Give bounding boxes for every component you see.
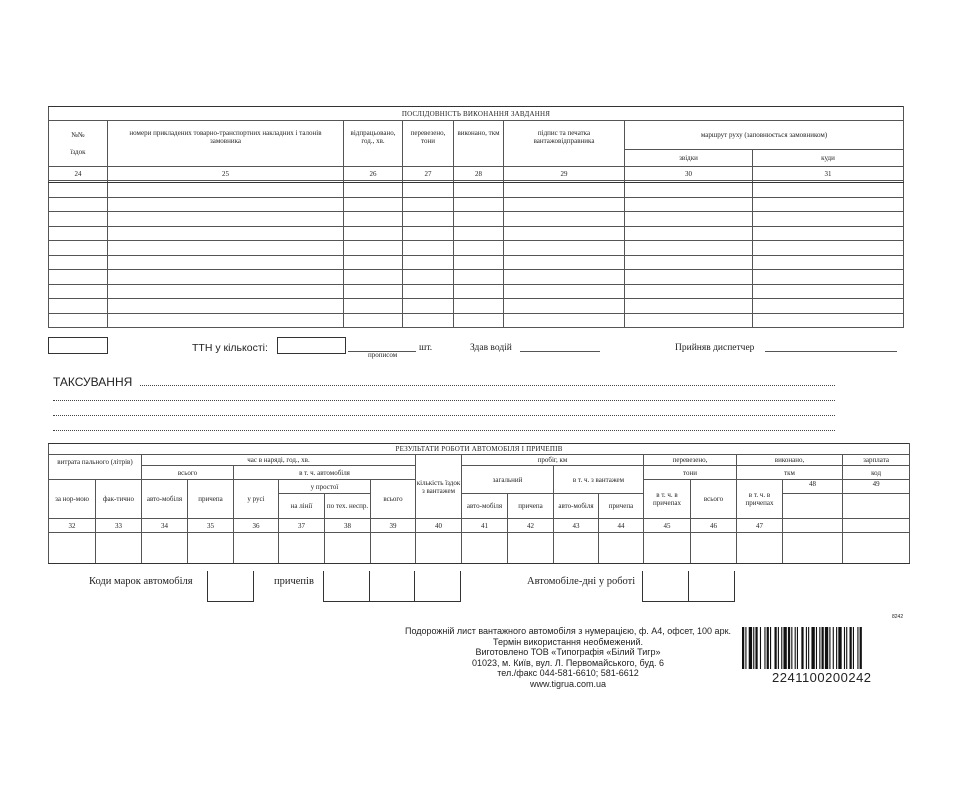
- col-number: 45: [644, 519, 691, 533]
- barcode-bar: [764, 627, 765, 669]
- trailer-code-boxes[interactable]: [323, 571, 461, 602]
- route-header: маршрут руху (заповнюється замовником): [625, 121, 904, 150]
- col-number: 31: [753, 167, 904, 181]
- col-number: 25: [108, 167, 344, 181]
- table-row[interactable]: [49, 313, 904, 328]
- transported-trailers-header: в т. ч. в причепах: [644, 480, 691, 519]
- col-number: 43: [554, 519, 599, 533]
- hours-car-header: авто-мобіля: [142, 480, 188, 519]
- barcode: [742, 627, 902, 671]
- barcode-bar: [825, 627, 828, 669]
- car-days-boxes[interactable]: [642, 571, 735, 602]
- barcode-number: 2241100200242: [772, 670, 872, 685]
- barcode-bar: [811, 627, 814, 669]
- barcode-bar: [760, 627, 761, 669]
- hours-header: час в наряді, год., хв.: [142, 455, 416, 466]
- transported-total-header: всього: [371, 480, 416, 519]
- table-row[interactable]: [49, 241, 904, 256]
- performed-header: виконано,: [737, 455, 843, 466]
- results-table: [48, 443, 910, 564]
- footer-line-5: тел./факс 044-581-6610; 581-6612: [497, 668, 639, 678]
- taxation-title: ТАКСУВАННЯ: [53, 375, 133, 389]
- trips-count-box[interactable]: [48, 337, 108, 354]
- trailer-code-divider: [414, 571, 415, 601]
- table-row[interactable]: [49, 212, 904, 227]
- barcode-bar: [795, 627, 796, 669]
- transported-header: перевезено,: [644, 455, 737, 466]
- ttn-count-box[interactable]: [277, 337, 346, 354]
- col-number: 27: [403, 167, 454, 181]
- barcode-bar: [850, 627, 852, 669]
- taxation-line-2[interactable]: [53, 400, 835, 401]
- barcode-bar: [833, 627, 834, 669]
- code-cell[interactable]: [783, 494, 843, 519]
- code-header: код: [843, 466, 910, 480]
- barcode-bar: [816, 627, 817, 669]
- task-sequence-title: ПОСЛІДОВНІСТЬ ВИКОНАННЯ ЗАВДАННЯ: [49, 107, 904, 121]
- barcode-bar: [774, 627, 776, 669]
- footer-line-1: Подорожній лист вантажного автомобіля з нумерацією, ф. А4, офсет, 100 арк.: [404, 626, 732, 636]
- loaded-car-header: авто-мобіля: [554, 494, 599, 519]
- small-code: 8242: [892, 614, 904, 620]
- tech-faults-header: по тех. неспр.: [325, 494, 371, 519]
- trips-loaded-header: кількість їздок з вантажем: [416, 455, 462, 519]
- car-codes-label: Коди марок автомобіля: [89, 576, 193, 587]
- footer-line-2: Термін використання необмежений.: [493, 636, 643, 647]
- barcode-bar: [853, 627, 854, 669]
- fuel-actual-header: фак-тично: [96, 480, 142, 519]
- col-number-empty: [783, 519, 843, 533]
- col-number: 29: [504, 167, 625, 181]
- ttn-count-label: ТТН у кількості:: [192, 342, 268, 354]
- col-number: 33: [96, 519, 142, 533]
- table-row[interactable]: [49, 226, 904, 241]
- driver-label: Здав водій: [470, 343, 512, 353]
- barcode-bar: [846, 627, 847, 669]
- worked-header: відпрацьовано, год., хв.: [344, 121, 403, 167]
- incl-car-header: в т. ч. автомобіля: [234, 466, 416, 480]
- barcode-bar: [753, 627, 754, 669]
- barcode-bar: [819, 627, 820, 669]
- trailers-label: причепів: [274, 576, 314, 587]
- col-number: 24: [49, 167, 108, 181]
- barcode-bar: [781, 627, 782, 669]
- pcs-label: шт.: [419, 343, 433, 353]
- hours-trailer-header: причепа: [188, 480, 234, 519]
- taxation-line-3[interactable]: [53, 415, 835, 416]
- sum-cell[interactable]: [843, 494, 910, 519]
- printer-info: [398, 626, 738, 689]
- barcode-bar: [788, 627, 790, 669]
- barcode-bar: [783, 627, 786, 669]
- col-number: 37: [279, 519, 325, 533]
- col-number: 34: [142, 519, 188, 533]
- taxation-line-4[interactable]: [53, 430, 835, 431]
- barcode-bar: [836, 627, 837, 669]
- dispatcher-signature-line[interactable]: [765, 351, 897, 352]
- barcode-bar: [778, 627, 779, 669]
- barcode-bar: [755, 627, 757, 669]
- barcode-bar: [745, 627, 746, 669]
- col-number: 41: [462, 519, 508, 533]
- barcode-bar: [822, 627, 824, 669]
- performed-total-header: всього: [691, 480, 737, 519]
- hours-total-header: всього: [142, 466, 234, 480]
- trip-no-sublabel: їздок: [70, 148, 86, 156]
- barcode-bar: [838, 627, 841, 669]
- col-number: 28: [454, 167, 504, 181]
- to-header: куди: [753, 150, 904, 167]
- trailer-code-divider: [369, 571, 370, 601]
- loaded-trailer-header: причепа: [599, 494, 644, 519]
- car-days-label: Автомобіле-дні у роботі: [527, 576, 636, 587]
- barcode-bar: [857, 627, 858, 669]
- col-number: 36: [234, 519, 279, 533]
- car-days-divider: [688, 571, 689, 601]
- col-number-empty: [843, 519, 910, 533]
- mileage-header: пробіг, км: [462, 455, 644, 466]
- transported-header: перевезено, тони: [403, 121, 454, 167]
- barcode-bar: [829, 627, 830, 669]
- table-row[interactable]: [49, 533, 910, 564]
- moving-header: у русі: [234, 480, 279, 519]
- barcode-bar: [791, 627, 792, 669]
- table-row[interactable]: [49, 284, 904, 299]
- table-row[interactable]: [49, 255, 904, 270]
- barcode-bar: [806, 627, 807, 669]
- performed-trailers-header: в т. ч. в причепах: [737, 480, 783, 519]
- barcode-bar: [808, 627, 809, 669]
- mileage-loaded-header: в т. ч. з вантажем: [554, 466, 644, 494]
- performed-header: виконано, ткм: [454, 121, 504, 167]
- col-number: 42: [508, 519, 554, 533]
- ttn-numbers-header: номери прикладених товарно-транспортних накладних і талонів замовника: [108, 121, 344, 167]
- salary-header: зарплата: [843, 455, 910, 466]
- barcode-bar: [860, 627, 862, 669]
- task-sequence-table: [48, 106, 904, 328]
- table-row[interactable]: [49, 299, 904, 314]
- fuel-header: витрата пального (літрів): [49, 455, 142, 480]
- signature-header: підпис та печатка вантажовідправника: [504, 121, 625, 167]
- dispatcher-label: Прийняв диспетчер: [675, 343, 755, 353]
- trip-no-label: №№: [71, 131, 85, 139]
- barcode-bar: [844, 627, 845, 669]
- footer-line-3: Виготовлено ТОВ «Типографія «Білий Тигр»: [475, 647, 661, 657]
- table-row[interactable]: [49, 270, 904, 285]
- idle-header: у простої: [279, 480, 371, 494]
- col-number: 32: [49, 519, 96, 533]
- barcode-bar: [797, 627, 798, 669]
- barcode-bar: [742, 627, 744, 669]
- fuel-norm-header: за нор-мою: [49, 480, 96, 519]
- col-number: 35: [188, 519, 234, 533]
- words-label: прописом: [368, 351, 398, 359]
- col-number-49: 49: [843, 480, 910, 494]
- col-number: 46: [691, 519, 737, 533]
- from-header: звідки: [625, 150, 753, 167]
- tkm-header: ткм: [737, 466, 843, 480]
- car-code-box[interactable]: [207, 571, 254, 602]
- taxation-line-1[interactable]: [140, 385, 835, 386]
- col-number: 30: [625, 167, 753, 181]
- mileage-general-header: загальний: [462, 466, 554, 494]
- mileage-car-header: авто-мобіля: [462, 494, 508, 519]
- table-row[interactable]: [49, 197, 904, 212]
- col-number: 26: [344, 167, 403, 181]
- tons-header: тони: [644, 466, 737, 480]
- col-number: 40: [416, 519, 462, 533]
- driver-signature-line[interactable]: [520, 351, 600, 352]
- col-number: 39: [371, 519, 416, 533]
- on-line-header: на лінії: [279, 494, 325, 519]
- col-number: 38: [325, 519, 371, 533]
- barcode-bar: [749, 627, 752, 669]
- mileage-trailer-header: причепа: [508, 494, 554, 519]
- barcode-bar: [767, 627, 769, 669]
- barcode-bar: [801, 627, 803, 669]
- results-title: РЕЗУЛЬТАТИ РОБОТИ АВТОМОБІЛЯ І ПРИЧЕПІВ: [49, 444, 910, 455]
- table-row[interactable]: [49, 183, 904, 198]
- footer-line-6: www.tigrua.com.ua: [529, 678, 607, 689]
- footer-line-4: 01023, м. Київ, вул. Л. Первомайського, буд. 6: [472, 657, 664, 668]
- col-number: 44: [599, 519, 644, 533]
- col-number: 47: [737, 519, 783, 533]
- barcode-bar: [770, 627, 771, 669]
- trip-no-header: [49, 121, 108, 167]
- col-number-48: 48: [783, 480, 843, 494]
